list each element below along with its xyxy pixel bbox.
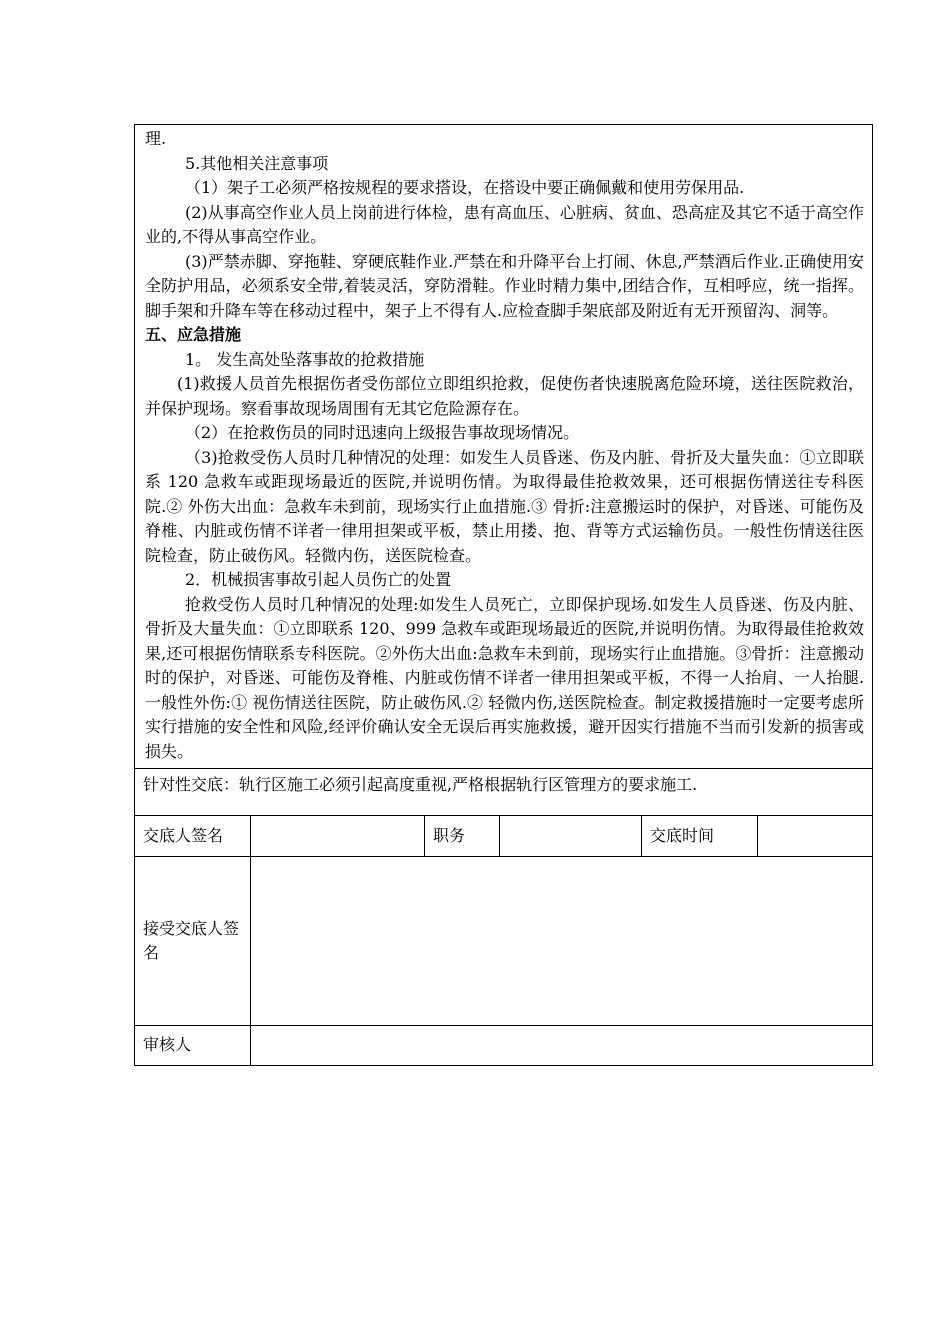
giver-signature-field[interactable] (251, 816, 425, 857)
giver-label: 交底人签名 (135, 816, 251, 857)
paragraph: (2)从事高空作业人员上岗前进行体检，患有高血压、心脏病、贫血、恐高症及其它不适于高空作业的,不得从事高空作业。 (145, 202, 865, 246)
reviewer-row (135, 1026, 873, 1066)
paragraph: （1）架子工必须严格按规程的要求搭设，在搭设中要正确佩戴和使用劳保用品. (185, 178, 745, 197)
section-heading: 1。 发生高处坠落事故的抢救措施 (185, 349, 425, 369)
reviewer-field[interactable] (251, 1026, 873, 1066)
time-label: 交底时间 (642, 816, 758, 857)
position-field[interactable] (500, 816, 642, 857)
signature-row (135, 816, 873, 857)
receiver-row (135, 857, 873, 1026)
section-heading: 五、应急措施 (145, 325, 242, 344)
paragraph: 抢救受伤人员时几种情况的处理:如发生人员死亡，立即保护现场.如发生人员昏迷、伤及内脏、骨折及大量失血：①立即联系 120、999 急救车或距现场最近的医院,并说明伤情。为取得最佳抢救效果,还可根据伤情联系专科医院。②外伤大出血:急救车未到前，现场实行止血措施。③骨折：注意搬动时的保护，对昏迷、可能伤及脊椎、内脏或伤情不详者一律用担架或平板，不得一人抬肩、一人抬腿.一般性外伤:① 视伤情送往医院，防止破伤风.② 轻微内伤,送医院检查。制定救援措施时一定要考虑所实行措施的安全性和风险,经评价确认安全无误后再实施救援，避开因实行措施不当而引发新的损害或损失。 (145, 594, 865, 761)
content-cell (135, 125, 873, 769)
form-table (134, 124, 873, 1066)
reviewer-label: 审核人 (135, 1026, 251, 1066)
paragraph: （2）在抢救伤员的同时迅速向上级报告事故现场情况。 (185, 423, 580, 442)
section-heading: 2．机械损害事故引起人员伤亡的处置 (185, 570, 452, 589)
section-heading: 5.其他相关注意事项 (185, 153, 329, 173)
position-label: 职务 (425, 816, 500, 857)
paragraph: 理. (145, 129, 167, 148)
disclosure-form (134, 124, 872, 1066)
time-field[interactable] (758, 816, 873, 857)
paragraph: (3)严禁赤脚、穿拖鞋、穿硬底鞋作业.严禁在和升降平台上打闹、休息,严禁酒后作业.正确使用安全防护用品，必须系安全带,着装灵活，穿防滑鞋。作业时精力集中,团结合作，互相呼应，统一指挥。脚手架和升降车等在移动过程中，架子上不得有人.应检查脚手架底部及附近有无开预留沟、洞等。 (145, 251, 865, 320)
receiver-signature-field[interactable] (251, 857, 873, 1026)
content-row (135, 125, 873, 769)
paragraph: （3)抢救受伤人员时几种情况的处理：如发生人员昏迷、伤及内脏、骨折及大量失血：①立即联系 120 急救车或距现场最近的医院,并说明伤情。为取得最佳抢救效果，还可根据伤情送往专科医院.② 外伤大出血：急救车未到前，现场实行止血措施.③ 骨折:注意搬运时的保护，对昏迷、可能伤及脊椎、内脏或伤情不详者一律用担架或平板，禁止用搂、抱、背等方式运输伤员。一般性伤情送往医院检查，防止破伤风。轻微内伤，送医院检查。 (145, 447, 865, 565)
receiver-label: 接受交底人签名 (135, 857, 251, 1026)
note-row (135, 769, 873, 816)
paragraph: (1)救援人员首先根据伤者受伤部位立即组织抢救，促使伤者快速脱离危险环境，送往医院救治，并保护现场。察看事故现场周围有无其它危险源存在。 (145, 374, 865, 418)
note-cell: 针对性交底：轨行区施工必须引起高度重视,严格根据轨行区管理方的要求施工. (135, 769, 873, 816)
